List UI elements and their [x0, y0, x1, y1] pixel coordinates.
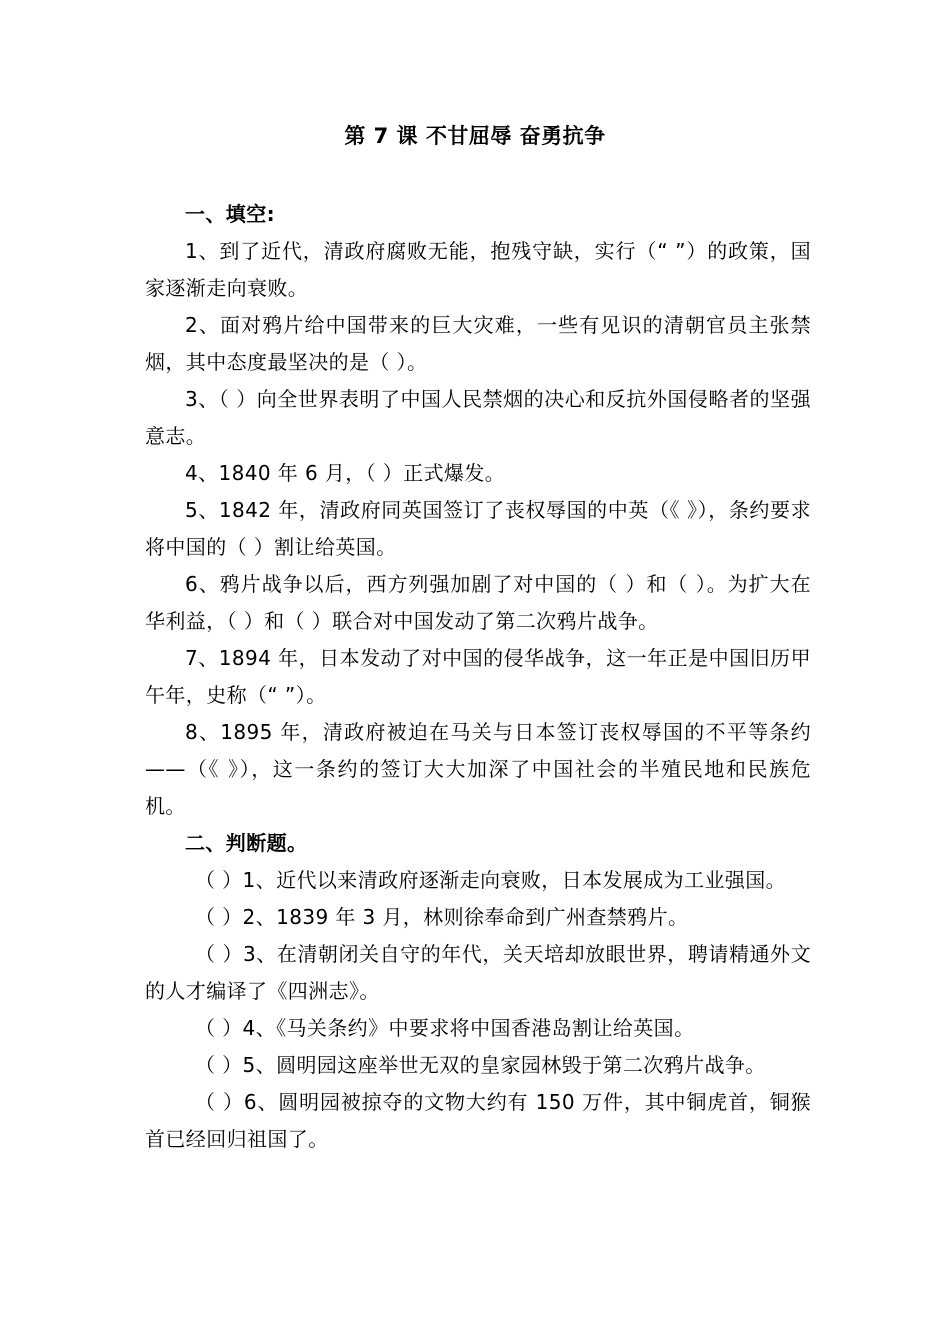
- fill-blank-item: 4、1840 年 6 月，（ ）正式爆发。: [185, 461, 506, 485]
- fill-blank-item: 3、（ ）向全世界表明了中国人民禁烟的决心和反抗外国侵略者的坚强意志。: [145, 387, 811, 448]
- true-false-item: （ ）3、在清朝闭关自守的年代，关天培却放眼世界，聘请精通外文的人才编译了《四洲志》。: [145, 942, 811, 1003]
- fill-blank-item: 5、1842 年，清政府同英国签订了丧权辱国的中英（《 》），条约要求将中国的（ ）割让给英国。: [145, 498, 811, 559]
- true-false-item: （ ）5、圆明园这座举世无双的皇家园林毁于第二次鸦片战争。: [195, 1053, 766, 1077]
- section-heading-fill-blank: 一、填空:: [185, 202, 275, 226]
- true-false-item: （ ）1、近代以来清政府逐渐走向衰败，日本发展成为工业强国。: [195, 868, 787, 892]
- document-title: 第 7 课 不甘屈辱 奋勇抗争: [344, 124, 606, 148]
- fill-blank-item: 7、1894 年，日本发动了对中国的侵华战争，这一年正是中国旧历甲午年，史称（“ ”）。: [145, 646, 811, 707]
- true-false-item: （ ）2、1839 年 3 月，林则徐奉命到广州查禁鸦片。: [195, 905, 689, 929]
- true-false-item: （ ）4、《马关条约》中要求将中国香港岛割让给英国。: [195, 1016, 695, 1040]
- true-false-item: （ ）6、圆明园被掠夺的文物大约有 150 万件，其中铜虎首，铜猴首已经回归祖国了。: [145, 1090, 811, 1151]
- section-heading-true-false: 二、判断题。: [185, 831, 308, 855]
- fill-blank-item: 1、到了近代，清政府腐败无能，抱残守缺，实行（“ ”）的政策，国家逐渐走向衰败。: [145, 239, 811, 300]
- fill-blank-item: 6、鸦片战争以后，西方列强加剧了对中国的（ ）和（ ）。为扩大在华利益，（ ）和（ ）联合对中国发动了第二次鸦片战争。: [145, 572, 811, 633]
- fill-blank-item: 8、1895 年，清政府被迫在马关与日本签订丧权辱国的不平等条约——（《 》），这一条约的签订大大加深了中国社会的半殖民地和民族危机。: [145, 720, 811, 818]
- document-body: [145, 196, 811, 1158]
- fill-blank-item: 2、面对鸦片给中国带来的巨大灾难，一些有见识的清朝官员主张禁烟，其中态度最坚决的是（ ）。: [145, 313, 811, 374]
